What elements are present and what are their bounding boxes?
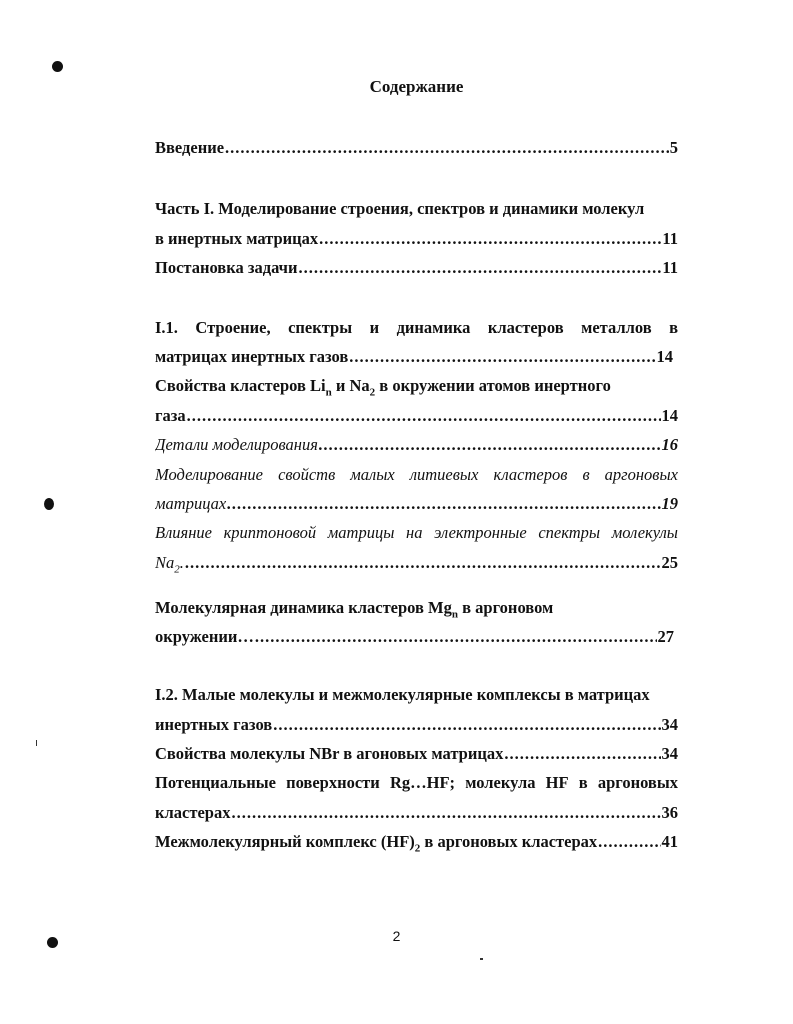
toc-label: кластерах	[155, 803, 231, 822]
dot-leader	[504, 743, 660, 765]
toc-entry-lithium-line2[interactable]	[155, 493, 678, 515]
dot-leader	[319, 434, 661, 456]
dot-leader	[349, 346, 655, 368]
dot-leader	[187, 405, 661, 427]
toc-word: Строение,	[195, 318, 271, 337]
toc-page: 5	[669, 138, 678, 157]
toc-page: 25	[661, 553, 678, 572]
toc-word: динамика	[396, 318, 471, 337]
toc-entry-part1-line1[interactable]	[155, 198, 678, 220]
toc-word: электронные	[434, 523, 527, 542]
toc-entry-part1-line2[interactable]	[155, 228, 678, 250]
toc-entry-section-1-1-line2[interactable]	[155, 346, 673, 368]
toc-entry-hf-dimer[interactable]	[155, 831, 678, 853]
scan-blot	[44, 498, 54, 510]
toc-word: криптоновой	[223, 523, 317, 542]
toc-page: 19	[661, 494, 678, 513]
toc-label: в инертных матрицах	[155, 229, 319, 248]
dot-leader	[273, 714, 660, 736]
toc-page: 14	[661, 406, 678, 425]
toc-entry-krypton-line2[interactable]	[155, 552, 678, 574]
toc-word: Потенциальные	[155, 773, 276, 792]
toc-word: аргоновых	[604, 465, 678, 484]
toc-page: 27	[657, 627, 674, 646]
toc-entry-krypton-line1[interactable]	[155, 522, 678, 544]
toc-entry-section-1-2-line2[interactable]	[155, 714, 678, 736]
toc-word: в	[578, 773, 588, 792]
toc-label: матрицах	[155, 494, 227, 513]
toc-entry-rg-hf-line1[interactable]	[155, 772, 678, 794]
dot-leader	[319, 228, 661, 250]
toc-label: Свойства молекулы NBr в агоновых матрицах	[155, 744, 504, 763]
dot-leader	[255, 626, 657, 648]
toc-label: Молекулярная динамика кластеров $Mg_n$ в аргоновом	[155, 598, 554, 619]
toc-word: I.1.	[155, 318, 178, 337]
toc-word: HF	[545, 773, 569, 792]
toc-word: спектры	[288, 318, 353, 337]
toc-entry-li-na-line2[interactable]	[155, 405, 678, 427]
toc-word: Влияние	[155, 523, 212, 542]
toc-word: малых	[350, 465, 395, 484]
toc-label: Межмолекулярный комплекс $(HF)_2$ в аргоновых кластерах	[155, 832, 598, 853]
toc-word: Rg…HF;	[389, 773, 456, 792]
toc-label: Часть I. Моделирование строения, спектров и динамики молекул	[155, 199, 645, 218]
dot-leader	[598, 831, 660, 853]
toc-word: кластеров	[493, 465, 568, 484]
toc-label: $Na_2$.	[155, 553, 184, 574]
toc-label: Детали моделирования	[155, 435, 318, 454]
toc-entry-mg-line2[interactable]	[155, 626, 674, 648]
toc-entry-section-1-2-line1[interactable]	[155, 684, 678, 706]
toc-label: газа	[155, 406, 186, 425]
dot-leader	[231, 802, 660, 824]
dot-leader	[225, 137, 669, 159]
scan-speck	[36, 740, 37, 746]
toc-entry-section-1-1-line1[interactable]	[155, 317, 678, 339]
toc-word: свойств	[278, 465, 336, 484]
toc-word: Моделирование	[155, 465, 264, 484]
dot-leader	[298, 257, 661, 279]
toc-label: инертных газов	[155, 715, 273, 734]
toc-entry-nbr[interactable]	[155, 743, 678, 765]
toc-page: 11	[662, 258, 678, 277]
toc-word: молекула	[465, 773, 536, 792]
toc-entry-details[interactable]	[155, 434, 678, 456]
dot-leader	[227, 493, 660, 515]
toc-page: 41	[661, 832, 678, 851]
toc-page: 16	[661, 435, 678, 454]
toc-entry-intro[interactable]	[155, 137, 678, 159]
toc-word: аргоновых	[597, 773, 678, 792]
toc-entry-mg-line1[interactable]	[155, 597, 678, 619]
toc-page: 34	[661, 744, 678, 763]
toc-entry-rg-hf-line2[interactable]	[155, 802, 678, 824]
toc-word: металлов	[581, 318, 652, 337]
toc-word: молекулы	[611, 523, 678, 542]
toc-label: Введение	[155, 138, 225, 157]
toc-label: окружении…	[155, 627, 254, 646]
toc-label: Свойства кластеров $Li_n$ и $Na_2$ в окружении атомов инертного	[155, 376, 611, 397]
toc-word: на	[406, 523, 423, 542]
scan-speck	[480, 958, 483, 960]
toc-word: спектры	[538, 523, 601, 542]
toc-word: и	[369, 318, 380, 337]
scan-blot	[52, 61, 63, 72]
toc-label: Постановка задачи	[155, 258, 298, 277]
toc-word: в	[582, 465, 590, 484]
toc-word: поверхности	[286, 773, 380, 792]
page-number: 2	[392, 928, 401, 944]
toc-page: 34	[661, 715, 678, 734]
toc-entry-li-na-line1[interactable]	[155, 375, 678, 397]
toc-word: кластеров	[487, 318, 564, 337]
toc-label: I.2. Малые молекулы и межмолекулярные комплексы в матрицах	[155, 685, 650, 704]
toc-word: матрицы	[327, 523, 395, 542]
toc-page: 14	[656, 347, 673, 366]
page-title: Содержание	[369, 77, 464, 96]
toc-word: литиевых	[409, 465, 479, 484]
toc-page: 36	[661, 803, 678, 822]
toc-page: 11	[662, 229, 678, 248]
toc-word: в	[669, 318, 678, 337]
dot-leader	[185, 552, 661, 574]
toc-entry-lithium-line1[interactable]	[155, 464, 678, 486]
toc-entry-problem[interactable]	[155, 257, 678, 279]
toc-label: матрицах инертных газов	[155, 347, 349, 366]
